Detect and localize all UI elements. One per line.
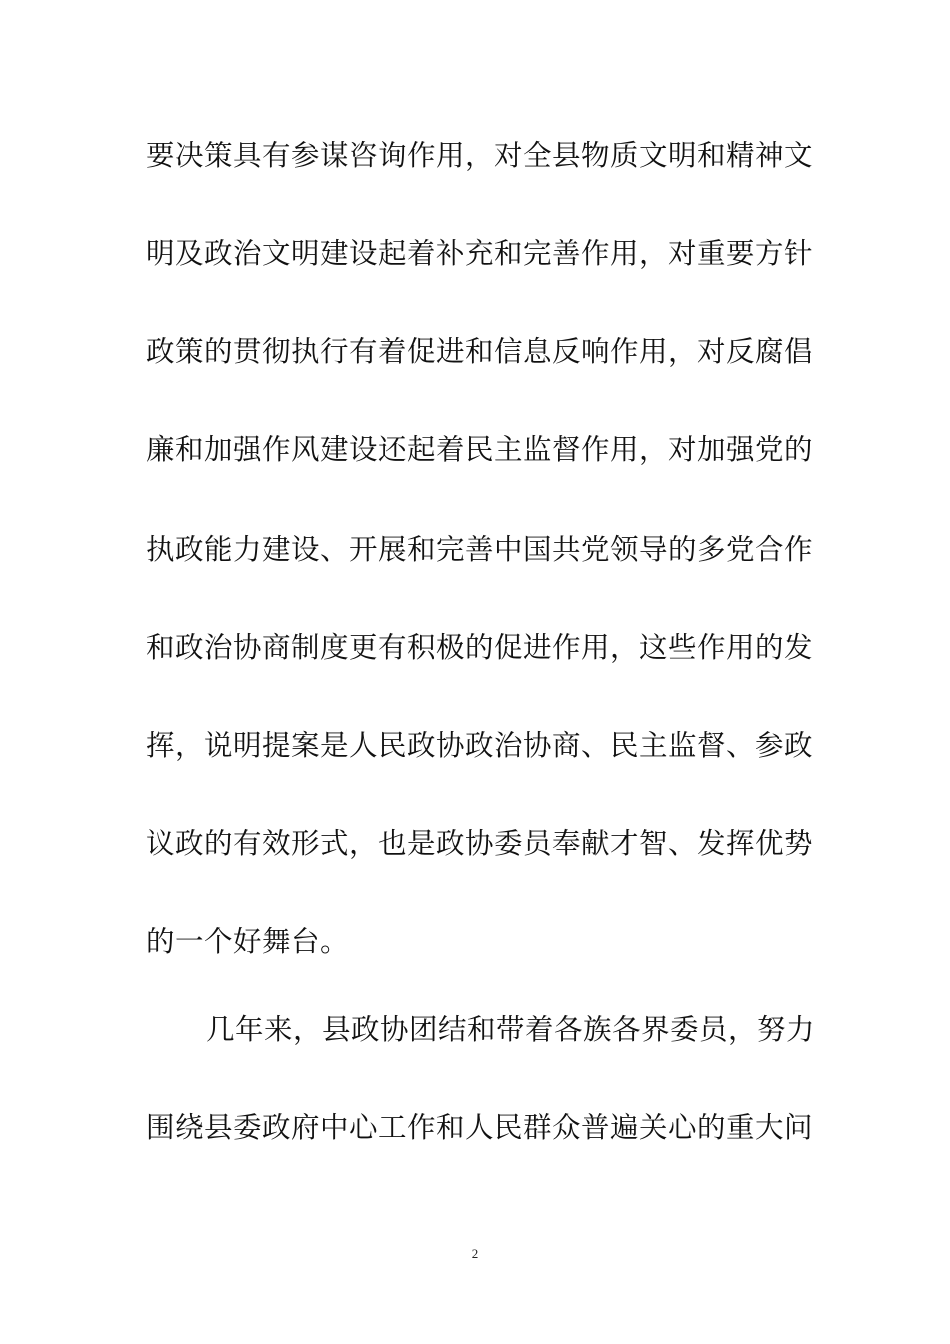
body-text-line: 廉和加强作风建设还起着民主监督作用，对加强党的 bbox=[146, 433, 814, 466]
paragraph-start-line: 几年来，县政协团结和带着各族各界委员，努力 bbox=[206, 1013, 816, 1046]
paragraph-end-line: 的一个好舞台。 bbox=[146, 925, 350, 958]
body-text-line: 执政能力建设、开展和完善中国共党领导的多党合作 bbox=[146, 533, 814, 566]
body-text-line: 要决策具有参谋咨询作用，对全县物质文明和精神文 bbox=[146, 139, 814, 172]
body-text-line: 围绕县委政府中心工作和人民群众普遍关心的重大问 bbox=[146, 1111, 814, 1144]
body-text-line: 挥，说明提案是人民政协政治协商、民主监督、参政 bbox=[146, 729, 814, 762]
body-text-line: 和政治协商制度更有积极的促进作用，这些作用的发 bbox=[146, 631, 814, 664]
body-text-line: 政策的贯彻执行有着促进和信息反响作用，对反腐倡 bbox=[146, 335, 814, 368]
body-text-line: 明及政治文明建设起着补充和完善作用，对重要方针 bbox=[146, 237, 814, 270]
body-text-line: 议政的有效形式，也是政协委员奉献才智、发挥优势 bbox=[146, 827, 814, 860]
page-number: 2 bbox=[471, 1246, 479, 1261]
